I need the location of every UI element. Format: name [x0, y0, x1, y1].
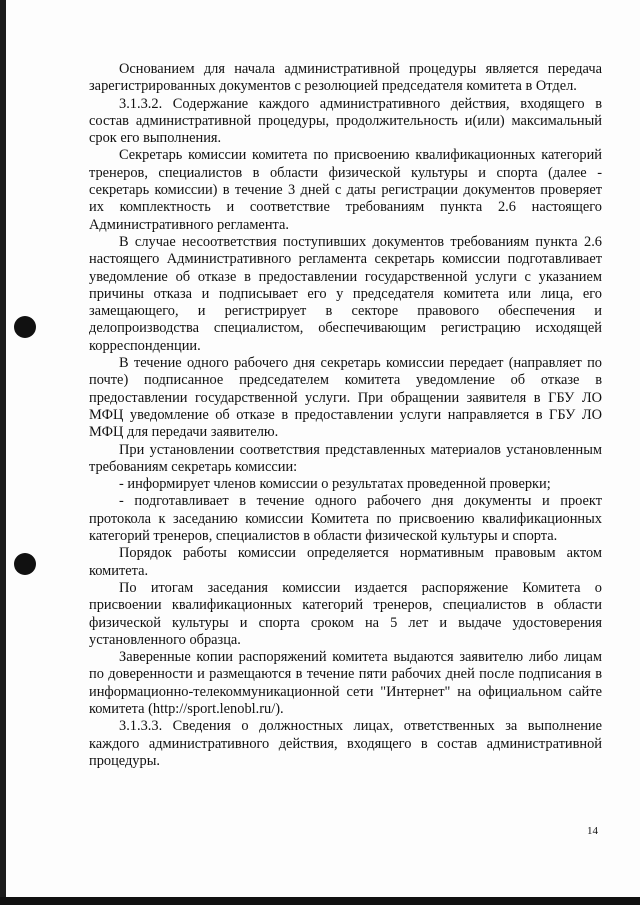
punch-hole [14, 553, 36, 575]
scan-edge-shadow [0, 0, 6, 905]
section-heading-paragraph: 3.1.3.3. Сведения о должностных лицах, ответственных за выполнение каждого административного действия, входящего в состав административной процедуры. [89, 718, 602, 769]
section-heading-paragraph: 3.1.3.2. Содержание каждого административного действия, входящего в состав административной процедуры, продолжительность и(или) максимальный срок его выполнения. [89, 95, 602, 147]
paragraph: В течение одного рабочего дня секретарь комиссии передает (направляет по почте) подписанное председателем комитета уведомление об отказе в предоставлении государственной услуги. При обращении заявителя в ГБУ ЛО МФЦ уведомление об отказе в предоставлении услуги направляется в ГБУ ЛО МФЦ для передачи заявителю. [89, 355, 602, 441]
paragraph: Порядок работы комиссии определяется нормативным правовым актом комитета. [89, 545, 602, 579]
document-body [89, 61, 602, 770]
paragraph: Заверенные копии распоряжений комитета выдаются заявителю либо лицам по доверенности и размещаются в течение пяти рабочих дней после подписания в информационно-телекоммуникационной сети "Интернет" на официальном сайте комитета (http://sport.lenobl.ru/). [89, 649, 602, 717]
scan-bottom-edge [0, 897, 640, 905]
list-item: - информирует членов комиссии о результатах проведенной проверки; [119, 476, 551, 493]
paragraph: Секретарь комиссии комитета по присвоению квалификационных категорий тренеров, специалистов в области физической культуры и спорта (далее - секретарь комиссии) в течение 3 дней с даты регистрации документов проверяет их комплектность и соответствие требованиям пункта 2.6 настоящего Административного регламента. [89, 147, 602, 233]
list-item: - подготавливает в течение одного рабочего дня документы и проект протокола к заседанию комиссии Комитета по присвоению квалификационных категорий тренеров, специалистов в области физической культуры и спорта. [89, 493, 602, 545]
paragraph: В случае несоответствия поступивших документов требованиям пункта 2.6 настоящего Административного регламента секретарь комиссии подготавливает уведомление об отказе в предоставлении государственной услуги с указанием причины отказа и подписывает его у председателя комитета или лица, его замещающего, и регистрирует в секторе правового обеспечения и делопроизводства специалистом, обеспечивающим регистрацию исходящей корреспонденции. [89, 233, 602, 354]
paragraph: Основанием для начала административной процедуры является передача зарегистрированных документов с резолюцией председателя комитета в Отдел. [89, 61, 602, 95]
punch-hole [14, 316, 36, 338]
page-number: 14 [587, 825, 598, 837]
paragraph: По итогам заседания комиссии издается распоряжение Комитета о присвоении квалификационных категорий тренеров, специалистов в области физической культуры и спорта сроком на 5 лет и выдаче удостоверения установленного образца. [89, 579, 602, 648]
paragraph: При установлении соответствия представленных материалов установленным требованиям секретарь комиссии: [89, 441, 602, 475]
